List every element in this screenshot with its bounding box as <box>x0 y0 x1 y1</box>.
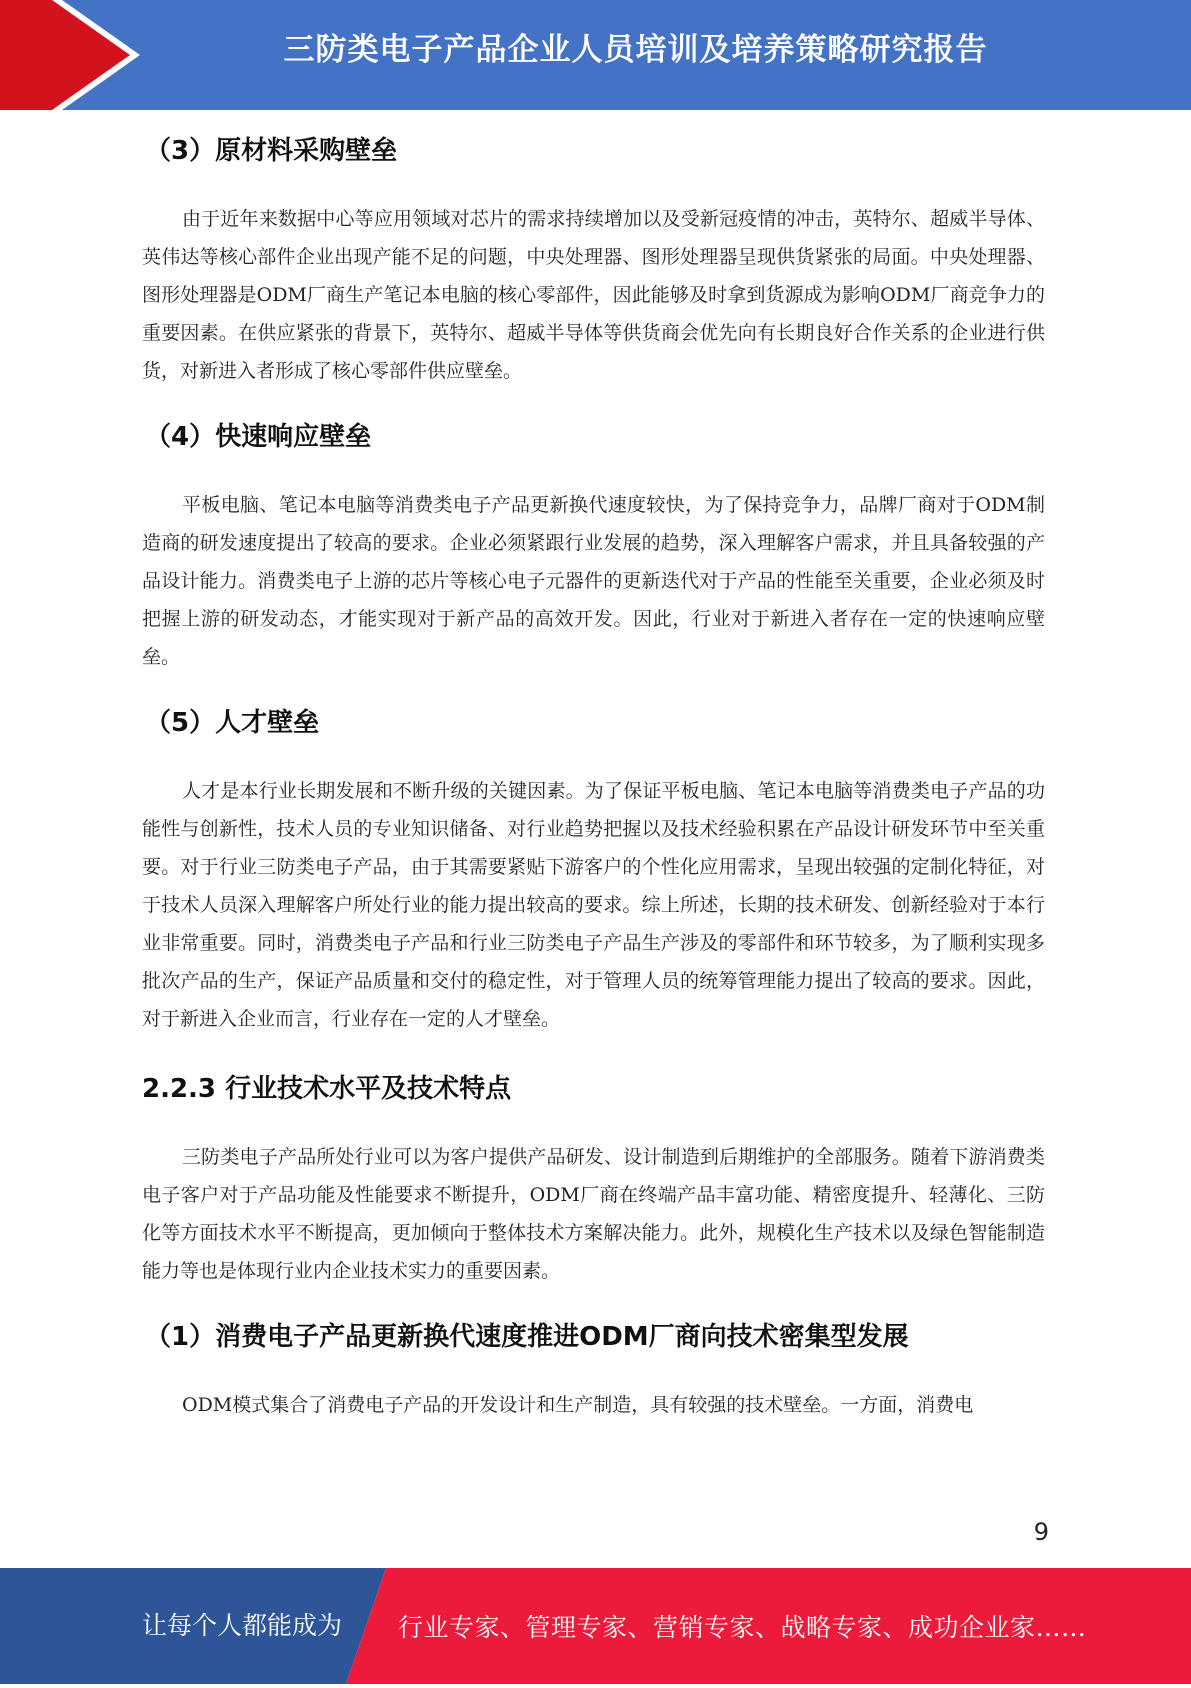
page-content <box>142 122 1045 1424</box>
paragraph-tech-level: 三防类电子产品所处行业可以为客户提供产品研发、设计制造到后期维护的全部服务。随着下游消费类电子客户对于产品功能及性能要求不断提升，ODM厂商在终端产品丰富功能、精密度提升、轻薄化、三防化等方面技术水平不断提高，更加倾向于整体技术方案解决能力。此外，规模化生产技术以及绿色智能制造能力等也是体现行业内企业技术实力的重要因素。 <box>142 1146 1045 1282</box>
heading-raw-material-barrier: （3）原材料采购壁垒 <box>145 136 398 166</box>
heading-talent-barrier: （5）人才壁垒 <box>145 708 320 738</box>
heading-rapid-response-barrier: （4）快速响应壁垒 <box>145 422 372 452</box>
paragraph-raw-material-barrier: 由于近年来数据中心等应用领域对芯片的需求持续增加以及受新冠疫情的冲击，英特尔、超威半导体、英伟达等核心部件企业出现产能不足的问题，中央处理器、图形处理器呈现供货紧张的局面。中央处理器、图形处理器是ODM厂商生产笔记本电脑的核心零部件，因此能够及时拿到货源成为影响ODM厂商竞争力的重要因素。在供应紧张的背景下，英特尔、超威半导体等供货商会优先向有长期良好合作关系的企业进行供货，对新进入者形成了核心零部件供应壁垒。 <box>142 208 1045 382</box>
page-number: 9 <box>1033 1518 1049 1546</box>
header-arrow-icon <box>0 0 150 110</box>
heading-update-speed: （1）消费电子产品更新换代速度推进ODM厂商向技术密集型发展 <box>145 1322 909 1352</box>
paragraph-talent-barrier: 人才是本行业长期发展和不断升级的关键因素。为了保证平板电脑、笔记本电脑等消费类电子产品的功能性与创新性，技术人员的专业知识储备、对行业趋势把握以及技术经验积累在产品设计研发环节中至关重要。对于行业三防类电子产品，由于其需要紧贴下游客户的个性化应用需求，呈现出较强的定制化特征，对于技术人员深入理解客户所处行业的能力提出较高的要求。综上所述，长期的技术研发、创新经验对于本行业非常重要。同时，消费类电子产品和行业三防类电子产品生产涉及的零部件和环节较多，为了顺利实现多批次产品的生产，保证产品质量和交付的稳定性，对于管理人员的统筹管理能力提出了较高的要求。因此，对于新进入企业而言，行业存在一定的人才壁垒。 <box>142 780 1045 1030</box>
page-footer <box>0 1568 1191 1684</box>
footer-slogan-right: 行业专家、管理专家、营销专家、战略专家、成功企业家…… <box>398 1613 1087 1642</box>
page-header <box>0 0 1191 110</box>
report-title: 三防类电子产品企业人员培训及培养策略研究报告 <box>283 32 988 68</box>
footer-slogan-left: 让每个人都能成为 <box>142 1611 343 1640</box>
paragraph-rapid-response-barrier: 平板电脑、笔记本电脑等消费类电子产品更新换代速度较快，为了保持竞争力，品牌厂商对于ODM制造商的研发速度提出了较高的要求。企业必须紧跟行业发展的趋势，深入理解客户需求，并且具备较强的产品设计能力。消费类电子上游的芯片等核心电子元器件的更新迭代对于产品的性能至关重要，企业必须及时把握上游的研发动态，才能实现对于新产品的高效开发。因此，行业对于新进入者存在一定的快速响应壁垒。 <box>142 494 1045 668</box>
paragraph-update-speed: ODM模式集合了消费电子产品的开发设计和生产制造，具有较强的技术壁垒。一方面，消费电 <box>182 1394 974 1416</box>
section-heading-tech-level: 2.2.3 行业技术水平及技术特点 <box>142 1074 512 1104</box>
